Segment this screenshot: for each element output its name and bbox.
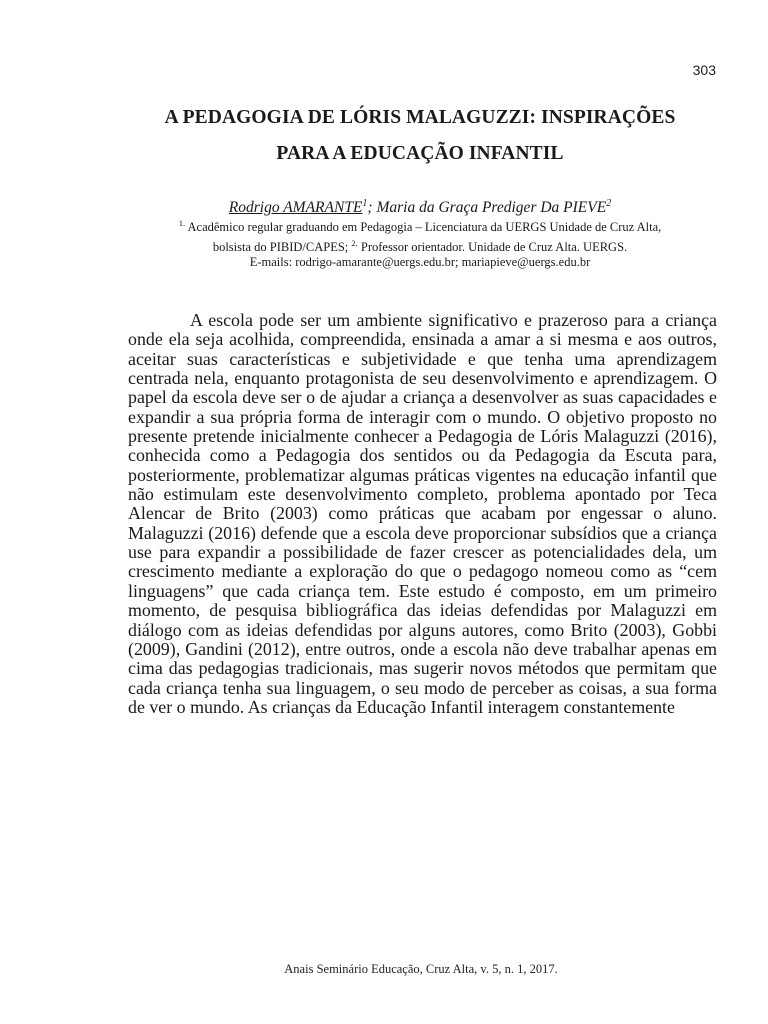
affiliation-text-1: Acadêmico regular graduando em Pedagogia – Licenciatura da UERGS Unidade de Cruz Alta,: [185, 220, 662, 235]
body-paragraph: A escola pode ser um ambiente significativo e prazeroso para a criança onde ela seja acolhida, compreendida, ensinada a amar a si mesma e aos outros, aceitar suas características e subjetividade e que tenha uma aprendizagem centrada nela, enquanto protagonista de seu desenvolvimento e aprendizagem. O papel da escola deve ser o de ajudar a criança a desenvolver as suas capacidades e expandir a sua própria forma de interagir com o mundo. O objetivo proposto no presente pretende inicialmente conhecer a Pedagogia de Lóris Malaguzzi (2016), conhecida como a Pedagogia dos sentidos ou da Pedagogia da Escuta para, posteriormente, problematizar algumas práticas vigentes na educação infantil que não estimulam este desenvolvimento completo, problema apontado por Teca Alencar de Brito (2003) como práticas que acabam por engessar o aluno. Malaguzzi (2016) defende que a escola deve proporcionar subsídios que a criança use para expandir a possibilidade de fazer crescer as potencialidades dela, um crescimento mediante a exploração do que o pedagogo nomeou como as “cem linguagens” que cada criança tem. Este estudo é composto, em um primeiro momento, de pesquisa bibliográfica das ideias defendidas por Malaguzzi em diálogo com as ideias defendidas por alguns autores, como Brito (2003), Gobbi (2009), Gandini (2012), entre outros, onde a escola não deve trabalhar apenas em cima das pedagogias tradicionais, mas sugerir novos métodos que permitam que cada criança tenha sua linguagem, o seu modo de perceber as coisas, a sua forma de ver o mundo. As crianças da Educação Infantil interagem constantemente: [128, 310, 717, 717]
author-2: Maria da Graça Prediger Da PIEVE: [376, 199, 607, 217]
author-1-sup: 1: [362, 198, 368, 209]
page-footer: Anais Seminário Educação, Cruz Alta, v. 5, n. 1, 2017.: [284, 962, 558, 976]
affiliation-line-1: [100, 216, 740, 236]
page-title: [100, 100, 740, 172]
affiliation-line-2: [100, 236, 740, 256]
affiliation-text-2a: bolsista do PIBID/CAPES;: [212, 239, 352, 254]
page-number: 303: [692, 62, 716, 78]
affiliation-sup-2: 2.: [351, 237, 358, 248]
affiliation-block: [100, 216, 740, 271]
title-line-1: A PEDAGOGIA DE LÓRIS MALAGUZZI: INSPIRAÇÕES: [164, 107, 676, 128]
affiliation-text-2b: Professor orientador. Unidade de Cruz Alta. UERGS.: [357, 239, 628, 254]
author-1: Rodrigo AMARANTE: [228, 199, 363, 217]
title-line-2: PARA A EDUCAÇÃO INFANTIL: [276, 143, 564, 164]
author-separator: ;: [367, 199, 377, 217]
affiliation-emails: E-mails: rodrigo-amarante@uergs.edu.br; mariapieve@uergs.edu.br: [249, 255, 591, 270]
author-2-sup: 2: [606, 198, 612, 209]
affiliation-sup-1: 1.: [178, 218, 186, 228]
